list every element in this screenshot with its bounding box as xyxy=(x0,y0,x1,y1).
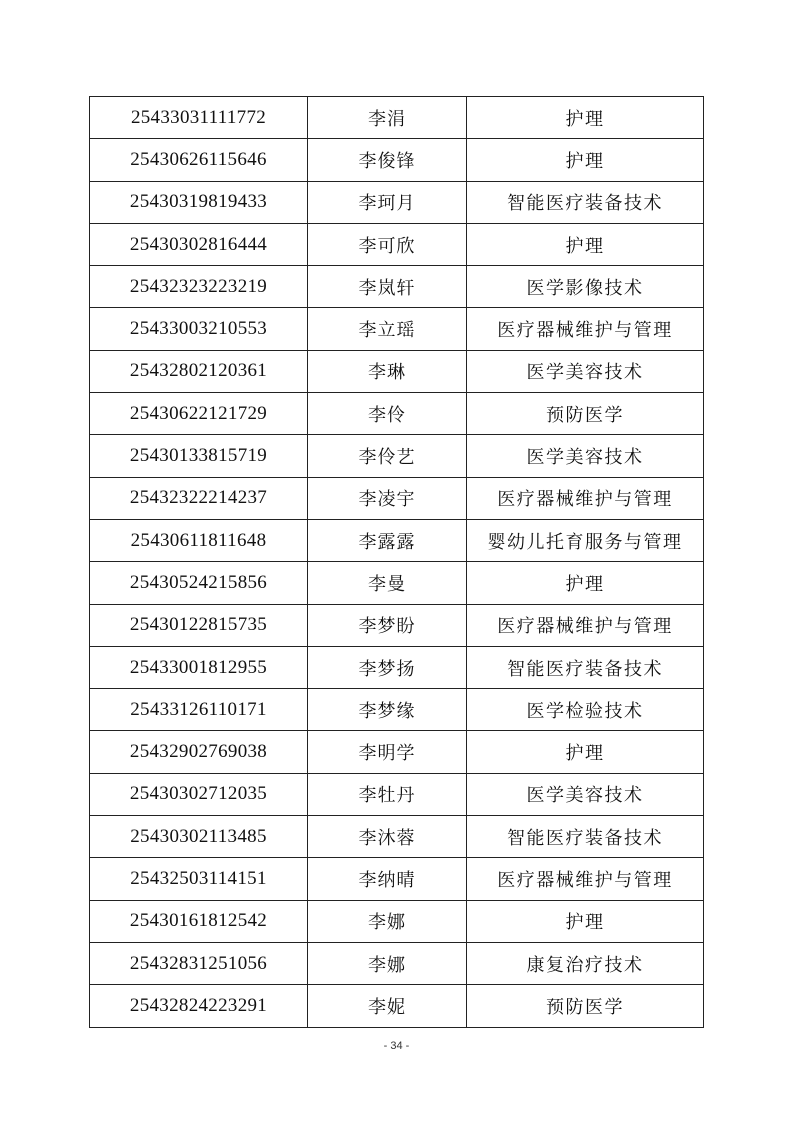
table-row xyxy=(90,393,704,435)
student-name-cell: 李涓 xyxy=(308,97,467,139)
student-name-cell: 李明学 xyxy=(308,731,467,773)
table-row xyxy=(90,816,704,858)
major-cell: 康复治疗技术 xyxy=(467,942,704,984)
student-name-cell: 李岚轩 xyxy=(308,266,467,308)
roster-table-body xyxy=(90,97,704,1028)
exam-number-cell: 25432902769038 xyxy=(90,731,308,773)
student-name-cell: 李妮 xyxy=(308,985,467,1027)
table-row xyxy=(90,942,704,984)
exam-number-cell: 25430611811648 xyxy=(90,519,308,561)
table-row xyxy=(90,646,704,688)
exam-number-cell: 25432824223291 xyxy=(90,985,308,1027)
student-name-cell: 李俊锋 xyxy=(308,139,467,181)
student-name-cell: 李伶 xyxy=(308,393,467,435)
exam-number-cell: 25432503114151 xyxy=(90,858,308,900)
major-cell: 预防医学 xyxy=(467,393,704,435)
table-row xyxy=(90,350,704,392)
exam-number-cell: 25433003210553 xyxy=(90,308,308,350)
exam-number-cell: 25430319819433 xyxy=(90,181,308,223)
student-name-cell: 李牡丹 xyxy=(308,773,467,815)
exam-number-cell: 25430133815719 xyxy=(90,435,308,477)
student-name-cell: 李娜 xyxy=(308,900,467,942)
major-cell: 智能医疗装备技术 xyxy=(467,646,704,688)
student-name-cell: 李纳晴 xyxy=(308,858,467,900)
major-cell: 医疗器械维护与管理 xyxy=(467,308,704,350)
table-row xyxy=(90,562,704,604)
major-cell: 医学美容技术 xyxy=(467,773,704,815)
table-row xyxy=(90,308,704,350)
table-row xyxy=(90,477,704,519)
table-row xyxy=(90,858,704,900)
exam-number-cell: 25430626115646 xyxy=(90,139,308,181)
student-name-cell: 李凌宇 xyxy=(308,477,467,519)
major-cell: 智能医疗装备技术 xyxy=(467,181,704,223)
table-row xyxy=(90,731,704,773)
major-cell: 预防医学 xyxy=(467,985,704,1027)
exam-number-cell: 25430302712035 xyxy=(90,773,308,815)
table-row xyxy=(90,985,704,1027)
student-name-cell: 李梦盼 xyxy=(308,604,467,646)
table-row xyxy=(90,181,704,223)
student-name-cell: 李娜 xyxy=(308,942,467,984)
major-cell: 医学检验技术 xyxy=(467,689,704,731)
page-number: - 34 - xyxy=(383,1040,410,1052)
exam-number-cell: 25430622121729 xyxy=(90,393,308,435)
major-cell: 护理 xyxy=(467,731,704,773)
exam-number-cell: 25433126110171 xyxy=(90,689,308,731)
major-cell: 护理 xyxy=(467,97,704,139)
student-name-cell: 李可欣 xyxy=(308,223,467,265)
table-row xyxy=(90,689,704,731)
student-name-cell: 李沐蓉 xyxy=(308,816,467,858)
exam-number-cell: 25432322214237 xyxy=(90,477,308,519)
table-row xyxy=(90,435,704,477)
table-row xyxy=(90,223,704,265)
exam-number-cell: 25430524215856 xyxy=(90,562,308,604)
student-name-cell: 李曼 xyxy=(308,562,467,604)
major-cell: 医疗器械维护与管理 xyxy=(467,858,704,900)
exam-number-cell: 25433001812955 xyxy=(90,646,308,688)
major-cell: 护理 xyxy=(467,562,704,604)
major-cell: 护理 xyxy=(467,223,704,265)
student-name-cell: 李立瑶 xyxy=(308,308,467,350)
student-name-cell: 李琳 xyxy=(308,350,467,392)
student-name-cell: 李露露 xyxy=(308,519,467,561)
major-cell: 婴幼儿托育服务与管理 xyxy=(467,519,704,561)
major-cell: 智能医疗装备技术 xyxy=(467,816,704,858)
exam-number-cell: 25430161812542 xyxy=(90,900,308,942)
student-name-cell: 李珂月 xyxy=(308,181,467,223)
exam-number-cell: 25432802120361 xyxy=(90,350,308,392)
table-row xyxy=(90,139,704,181)
roster-table xyxy=(89,96,704,1028)
exam-number-cell: 25430302816444 xyxy=(90,223,308,265)
table-row xyxy=(90,97,704,139)
exam-number-cell: 25430302113485 xyxy=(90,816,308,858)
major-cell: 医学美容技术 xyxy=(467,350,704,392)
table-row xyxy=(90,900,704,942)
major-cell: 护理 xyxy=(467,900,704,942)
student-name-cell: 李梦缘 xyxy=(308,689,467,731)
exam-number-cell: 25433031111772 xyxy=(90,97,308,139)
exam-number-cell: 25430122815735 xyxy=(90,604,308,646)
major-cell: 医学影像技术 xyxy=(467,266,704,308)
major-cell: 医学美容技术 xyxy=(467,435,704,477)
student-name-cell: 李伶艺 xyxy=(308,435,467,477)
exam-number-cell: 25432323223219 xyxy=(90,266,308,308)
exam-number-cell: 25432831251056 xyxy=(90,942,308,984)
table-row xyxy=(90,604,704,646)
table-row xyxy=(90,519,704,561)
major-cell: 医疗器械维护与管理 xyxy=(467,477,704,519)
major-cell: 医疗器械维护与管理 xyxy=(467,604,704,646)
table-row xyxy=(90,266,704,308)
student-name-cell: 李梦扬 xyxy=(308,646,467,688)
table-row xyxy=(90,773,704,815)
major-cell: 护理 xyxy=(467,139,704,181)
